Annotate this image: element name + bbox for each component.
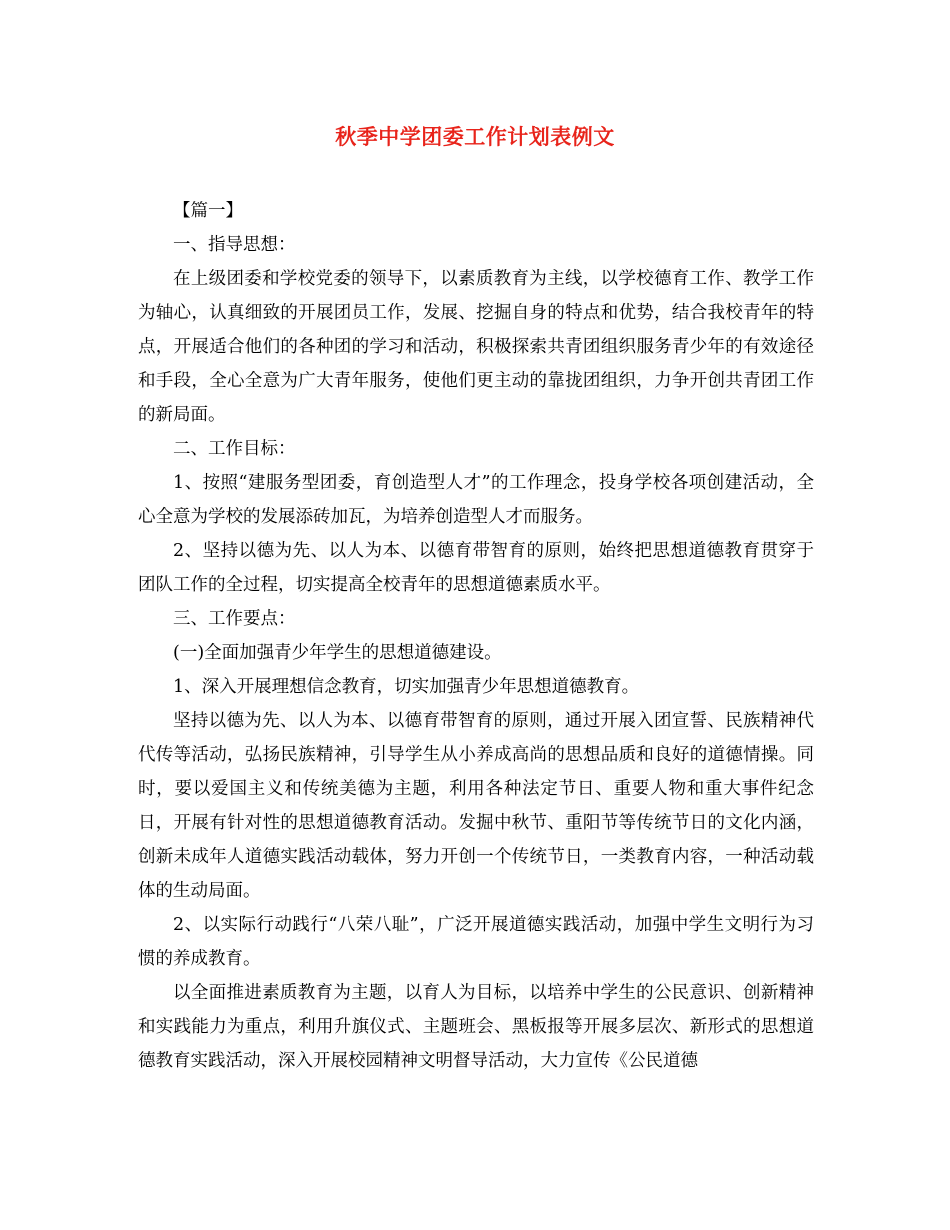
heading-guiding-ideology: 一、指导思想： — [173, 235, 296, 255]
heading-work-goals: 二、工作目标： — [173, 439, 296, 459]
paragraph: 坚持以德为先、以人为本、以德育带智育的原则，通过开展入团宣誓、民族精神代代传等活动，弘扬民族精神，引导学生从小养成高尚的思想品质和良好的道德情操。同时，要以爱国主义和传统美德为主题，利用各种法定节日、重要人物和重大事件纪念日，开展有针对性的思想道德教育活动。发掘中秋节、重阳节等传统节日的文化内涵，创新未成年人道德实践活动载体，努力开创一个传统节日，一类教育内容，一种活动载体的生动局面。 — [138, 711, 814, 901]
section-label: 【篇一】 — [173, 201, 243, 221]
paragraph: 2、以实际行动践行“八荣八耻”，广泛开展道德实践活动，加强中学生文明行为习惯的养成教育。 — [138, 915, 814, 969]
heading-work-points: 三、工作要点： — [173, 609, 296, 629]
paragraph: 1、深入开展理想信念教育，切实加强青少年思想道德教育。 — [173, 677, 640, 697]
document-title: 秋季中学团委工作计划表例文 — [335, 124, 615, 149]
document-body — [138, 194, 814, 1078]
paragraph: 在上级团委和学校党委的领导下，以素质教育为主线，以学校德育工作、教学工作为轴心，认真细致的开展团员工作，发展、挖掘自身的特点和优势，结合我校青年的特点，开展适合他们的各种团的学习和活动，积极探索共青团组织服务青少年的有效途径和手段，全心全意为广大青年服务，使他们更主动的靠拢团组织，力争开创共青团工作的新局面。 — [138, 269, 814, 425]
paragraph: 2、坚持以德为先、以人为本、以德育带智育的原则，始终把思想道德教育贯穿于团队工作的全过程，切实提高全校青年的思想道德素质水平。 — [138, 541, 814, 595]
subheading: (一)全面加强青少年学生的思想道德建设。 — [173, 643, 502, 663]
paragraph: 1、按照“建服务型团委，育创造型人才”的工作理念，投身学校各项创建活动，全心全意为学校的发展添砖加瓦，为培养创造型人才而服务。 — [138, 473, 814, 527]
paragraph: 以全面推进素质教育为主题，以育人为目标，以培养中学生的公民意识、创新精神和实践能力为重点，利用升旗仪式、主题班会、黑板报等开展多层次、新形式的思想道德教育实践活动，深入开展校园精神文明督导活动，大力宣传《公民道德 — [138, 983, 814, 1071]
